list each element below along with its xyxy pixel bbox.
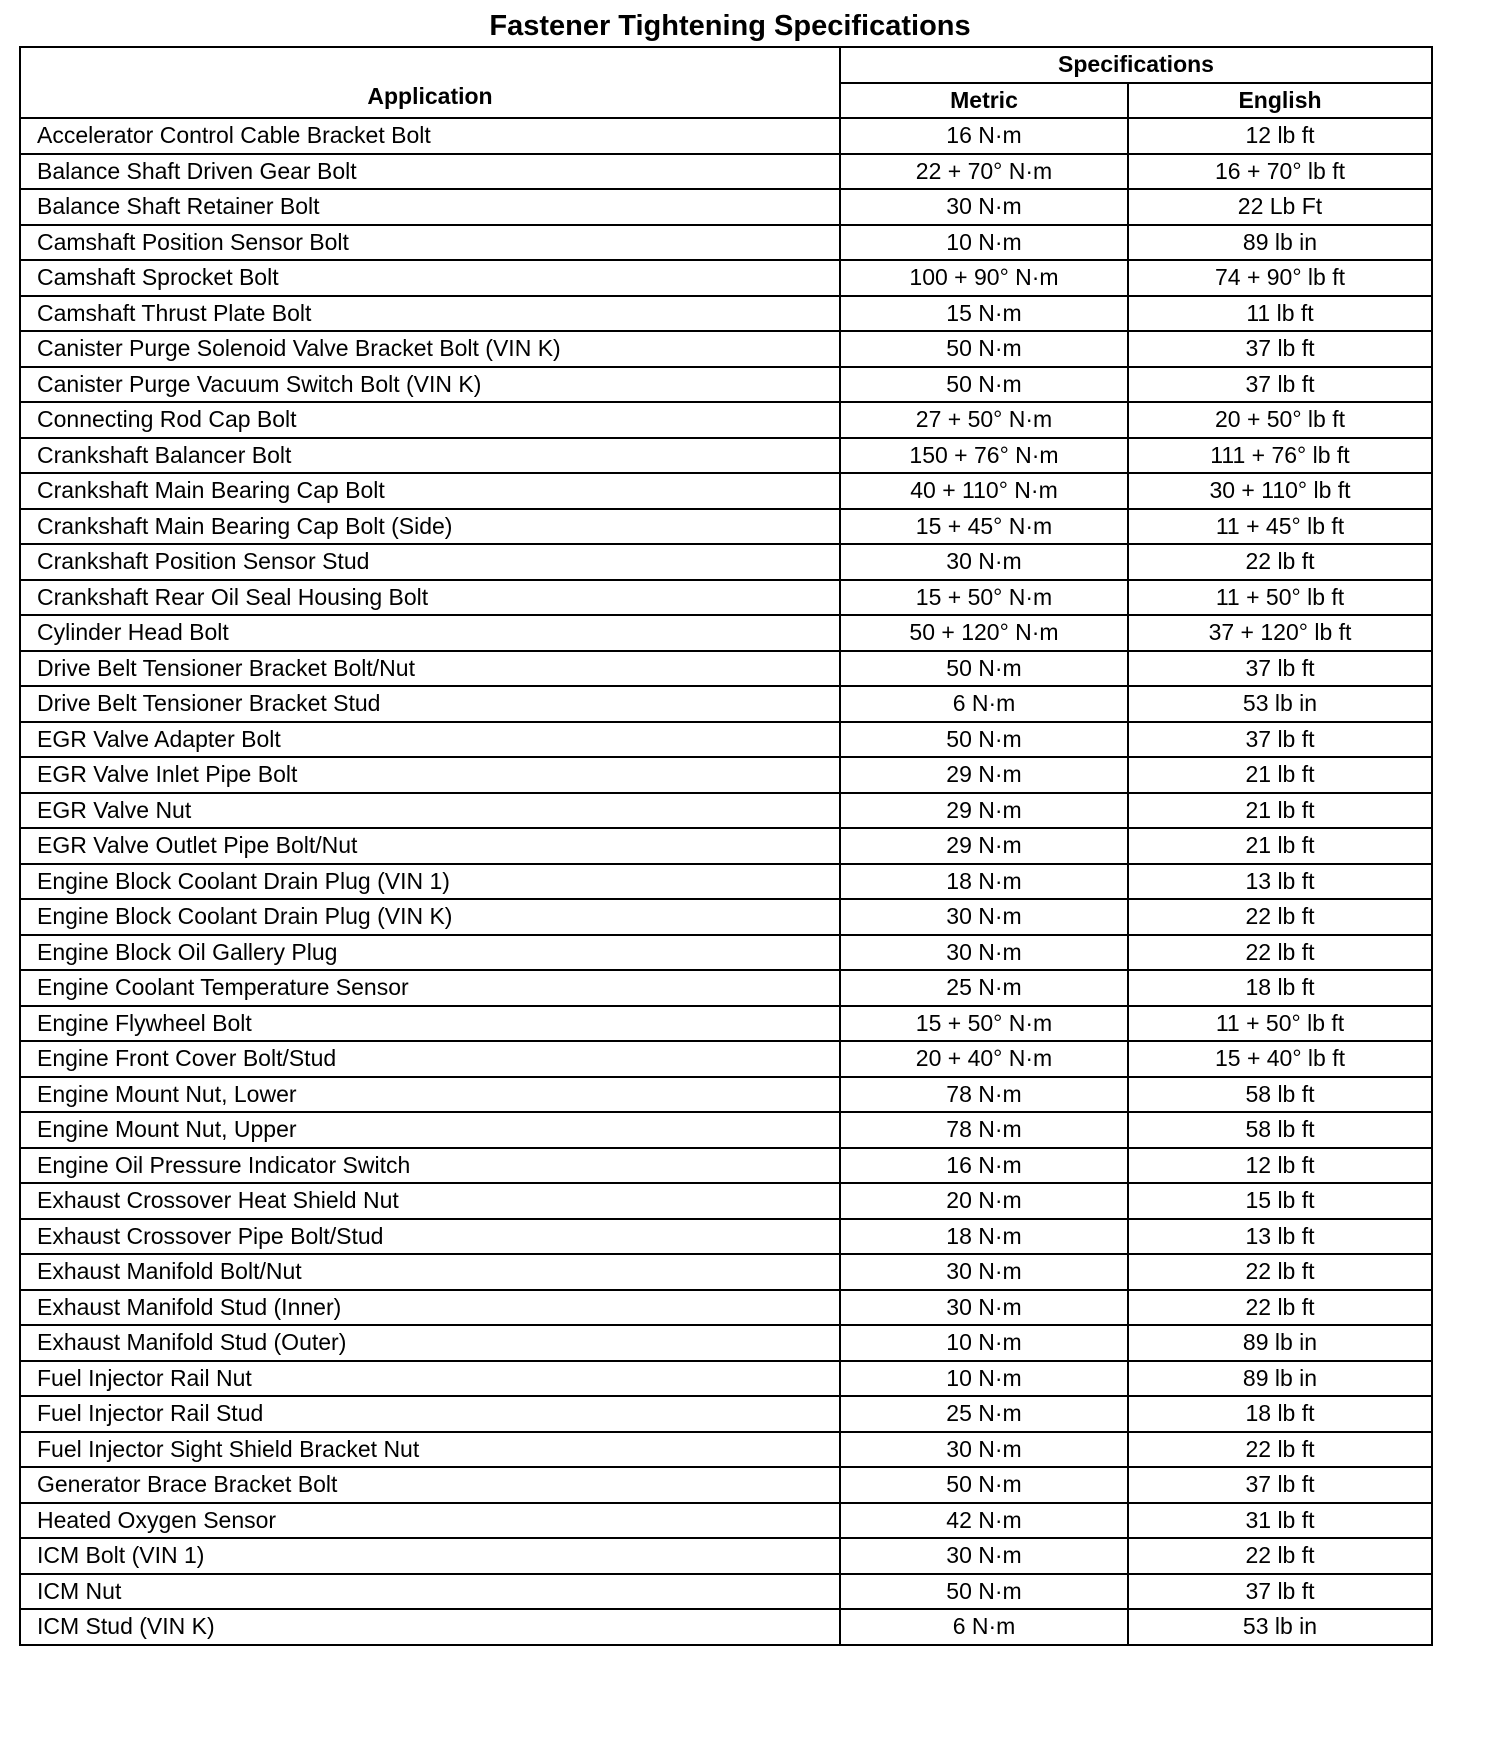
table-row: [20, 438, 1432, 474]
table-row: [20, 828, 1432, 864]
metric-cell: 25 N·m: [840, 970, 1128, 1006]
english-cell: 22 lb ft: [1128, 1290, 1432, 1326]
application-column-header: Application: [20, 47, 840, 118]
table-row: [20, 722, 1432, 758]
metric-cell: 6 N·m: [840, 686, 1128, 722]
table-row: [20, 580, 1432, 616]
application-cell: Drive Belt Tensioner Bracket Bolt/Nut: [20, 651, 840, 687]
application-cell: Engine Front Cover Bolt/Stud: [20, 1041, 840, 1077]
application-cell: EGR Valve Inlet Pipe Bolt: [20, 757, 840, 793]
english-cell: 37 lb ft: [1128, 1467, 1432, 1503]
table-row: [20, 118, 1432, 154]
metric-cell: 30 N·m: [840, 899, 1128, 935]
english-cell: 21 lb ft: [1128, 757, 1432, 793]
english-cell: 12 lb ft: [1128, 118, 1432, 154]
table-row: [20, 686, 1432, 722]
table-row: [20, 1148, 1432, 1184]
table-row: [20, 1574, 1432, 1610]
application-cell: Crankshaft Balancer Bolt: [20, 438, 840, 474]
table-row: [20, 1183, 1432, 1219]
english-cell: 31 lb ft: [1128, 1503, 1432, 1539]
metric-cell: 50 N·m: [840, 331, 1128, 367]
application-cell: Camshaft Position Sensor Bolt: [20, 225, 840, 261]
metric-cell: 30 N·m: [840, 189, 1128, 225]
table-row: [20, 1361, 1432, 1397]
metric-cell: 30 N·m: [840, 544, 1128, 580]
table-row: [20, 544, 1432, 580]
metric-cell: 30 N·m: [840, 1290, 1128, 1326]
table-row: [20, 402, 1432, 438]
table-row: [20, 1396, 1432, 1432]
application-cell: Canister Purge Vacuum Switch Bolt (VIN K): [20, 367, 840, 403]
metric-cell: 29 N·m: [840, 757, 1128, 793]
application-cell: ICM Nut: [20, 1574, 840, 1610]
metric-cell: 30 N·m: [840, 1432, 1128, 1468]
english-cell: 58 lb ft: [1128, 1112, 1432, 1148]
application-cell: Exhaust Crossover Pipe Bolt/Stud: [20, 1219, 840, 1255]
english-cell: 11 lb ft: [1128, 296, 1432, 332]
table-row: [20, 260, 1432, 296]
metric-cell: 15 + 50° N·m: [840, 580, 1128, 616]
table-row: [20, 793, 1432, 829]
english-cell: 22 lb ft: [1128, 899, 1432, 935]
application-cell: Crankshaft Main Bearing Cap Bolt: [20, 473, 840, 509]
english-cell: 89 lb in: [1128, 1325, 1432, 1361]
application-cell: Engine Mount Nut, Lower: [20, 1077, 840, 1113]
table-row: [20, 1041, 1432, 1077]
table-row: [20, 970, 1432, 1006]
metric-cell: 50 N·m: [840, 651, 1128, 687]
application-cell: Exhaust Manifold Bolt/Nut: [20, 1254, 840, 1290]
metric-cell: 16 N·m: [840, 1148, 1128, 1184]
application-cell: Balance Shaft Retainer Bolt: [20, 189, 840, 225]
table-row: [20, 1538, 1432, 1574]
english-cell: 22 lb ft: [1128, 1538, 1432, 1574]
application-cell: Connecting Rod Cap Bolt: [20, 402, 840, 438]
table-row: [20, 1006, 1432, 1042]
english-cell: 15 + 40° lb ft: [1128, 1041, 1432, 1077]
english-cell: 21 lb ft: [1128, 828, 1432, 864]
application-cell: Crankshaft Position Sensor Stud: [20, 544, 840, 580]
fastener-spec-table: [19, 46, 1433, 1646]
english-cell: 111 + 76° lb ft: [1128, 438, 1432, 474]
metric-cell: 42 N·m: [840, 1503, 1128, 1539]
english-cell: 58 lb ft: [1128, 1077, 1432, 1113]
metric-cell: 50 N·m: [840, 367, 1128, 403]
english-cell: 11 + 50° lb ft: [1128, 580, 1432, 616]
metric-cell: 40 + 110° N·m: [840, 473, 1128, 509]
table-row: [20, 1503, 1432, 1539]
application-cell: Drive Belt Tensioner Bracket Stud: [20, 686, 840, 722]
table-row: [20, 1325, 1432, 1361]
english-cell: 21 lb ft: [1128, 793, 1432, 829]
metric-cell: 22 + 70° N·m: [840, 154, 1128, 190]
application-cell: EGR Valve Nut: [20, 793, 840, 829]
application-cell: ICM Stud (VIN K): [20, 1609, 840, 1645]
metric-cell: 30 N·m: [840, 935, 1128, 971]
english-cell: 37 lb ft: [1128, 722, 1432, 758]
application-cell: Cylinder Head Bolt: [20, 615, 840, 651]
english-cell: 12 lb ft: [1128, 1148, 1432, 1184]
application-cell: Fuel Injector Rail Nut: [20, 1361, 840, 1397]
application-cell: EGR Valve Adapter Bolt: [20, 722, 840, 758]
application-cell: Accelerator Control Cable Bracket Bolt: [20, 118, 840, 154]
application-cell: Engine Block Coolant Drain Plug (VIN 1): [20, 864, 840, 900]
english-cell: 20 + 50° lb ft: [1128, 402, 1432, 438]
english-cell: 37 lb ft: [1128, 367, 1432, 403]
metric-cell: 50 N·m: [840, 722, 1128, 758]
metric-cell: 50 N·m: [840, 1467, 1128, 1503]
table-row: [20, 296, 1432, 332]
metric-cell: 6 N·m: [840, 1609, 1128, 1645]
page-title: Fastener Tightening Specifications: [489, 10, 971, 42]
table-row: [20, 935, 1432, 971]
application-cell: Engine Coolant Temperature Sensor: [20, 970, 840, 1006]
english-cell: 74 + 90° lb ft: [1128, 260, 1432, 296]
application-cell: Exhaust Manifold Stud (Inner): [20, 1290, 840, 1326]
metric-cell: 10 N·m: [840, 225, 1128, 261]
application-cell: Fuel Injector Rail Stud: [20, 1396, 840, 1432]
application-cell: Exhaust Manifold Stud (Outer): [20, 1325, 840, 1361]
application-cell: Crankshaft Rear Oil Seal Housing Bolt: [20, 580, 840, 616]
english-cell: 22 Lb Ft: [1128, 189, 1432, 225]
metric-cell: 16 N·m: [840, 118, 1128, 154]
table-row: [20, 1609, 1432, 1645]
english-cell: 37 lb ft: [1128, 1574, 1432, 1610]
application-cell: Engine Block Coolant Drain Plug (VIN K): [20, 899, 840, 935]
english-column-header: English: [1128, 83, 1432, 119]
table-row: [20, 1432, 1432, 1468]
english-cell: 15 lb ft: [1128, 1183, 1432, 1219]
metric-cell: 29 N·m: [840, 828, 1128, 864]
metric-cell: 10 N·m: [840, 1361, 1128, 1397]
english-cell: 37 + 120° lb ft: [1128, 615, 1432, 651]
table-row: [20, 1112, 1432, 1148]
table-row: [20, 367, 1432, 403]
english-cell: 18 lb ft: [1128, 970, 1432, 1006]
english-cell: 11 + 50° lb ft: [1128, 1006, 1432, 1042]
metric-cell: 150 + 76° N·m: [840, 438, 1128, 474]
table-header: [20, 47, 1432, 118]
metric-cell: 30 N·m: [840, 1538, 1128, 1574]
metric-cell: 27 + 50° N·m: [840, 402, 1128, 438]
table-row: [20, 331, 1432, 367]
metric-cell: 15 N·m: [840, 296, 1128, 332]
application-cell: Exhaust Crossover Heat Shield Nut: [20, 1183, 840, 1219]
metric-cell: 30 N·m: [840, 1254, 1128, 1290]
english-cell: 53 lb in: [1128, 686, 1432, 722]
english-cell: 22 lb ft: [1128, 935, 1432, 971]
application-cell: Camshaft Sprocket Bolt: [20, 260, 840, 296]
metric-cell: 18 N·m: [840, 1219, 1128, 1255]
english-cell: 11 + 45° lb ft: [1128, 509, 1432, 545]
metric-cell: 78 N·m: [840, 1077, 1128, 1113]
english-cell: 37 lb ft: [1128, 651, 1432, 687]
english-cell: 30 + 110° lb ft: [1128, 473, 1432, 509]
table-row: [20, 473, 1432, 509]
application-cell: Camshaft Thrust Plate Bolt: [20, 296, 840, 332]
table-row: [20, 1254, 1432, 1290]
metric-cell: 50 + 120° N·m: [840, 615, 1128, 651]
table-row: [20, 225, 1432, 261]
application-cell: Generator Brace Bracket Bolt: [20, 1467, 840, 1503]
metric-cell: 20 N·m: [840, 1183, 1128, 1219]
table-row: [20, 1077, 1432, 1113]
english-cell: 37 lb ft: [1128, 331, 1432, 367]
table-row: [20, 1219, 1432, 1255]
table-row: [20, 615, 1432, 651]
english-cell: 89 lb in: [1128, 225, 1432, 261]
english-cell: 13 lb ft: [1128, 1219, 1432, 1255]
application-cell: ICM Bolt (VIN 1): [20, 1538, 840, 1574]
table-row: [20, 1467, 1432, 1503]
english-cell: 22 lb ft: [1128, 1254, 1432, 1290]
application-cell: Engine Mount Nut, Upper: [20, 1112, 840, 1148]
english-cell: 16 + 70° lb ft: [1128, 154, 1432, 190]
table-row: [20, 1290, 1432, 1326]
english-cell: 53 lb in: [1128, 1609, 1432, 1645]
english-cell: 89 lb in: [1128, 1361, 1432, 1397]
metric-column-header: Metric: [840, 83, 1128, 119]
metric-cell: 50 N·m: [840, 1574, 1128, 1610]
application-cell: Fuel Injector Sight Shield Bracket Nut: [20, 1432, 840, 1468]
application-cell: Balance Shaft Driven Gear Bolt: [20, 154, 840, 190]
application-cell: Engine Block Oil Gallery Plug: [20, 935, 840, 971]
application-cell: Crankshaft Main Bearing Cap Bolt (Side): [20, 509, 840, 545]
table-row: [20, 651, 1432, 687]
metric-cell: 29 N·m: [840, 793, 1128, 829]
english-cell: 18 lb ft: [1128, 1396, 1432, 1432]
table-row: [20, 899, 1432, 935]
table-row: [20, 189, 1432, 225]
application-cell: Engine Oil Pressure Indicator Switch: [20, 1148, 840, 1184]
metric-cell: 18 N·m: [840, 864, 1128, 900]
table-row: [20, 154, 1432, 190]
metric-cell: 15 + 50° N·m: [840, 1006, 1128, 1042]
application-cell: EGR Valve Outlet Pipe Bolt/Nut: [20, 828, 840, 864]
table-row: [20, 757, 1432, 793]
specifications-column-header: Specifications: [840, 47, 1432, 83]
english-cell: 22 lb ft: [1128, 544, 1432, 580]
application-cell: Heated Oxygen Sensor: [20, 1503, 840, 1539]
table-row: [20, 509, 1432, 545]
english-cell: 22 lb ft: [1128, 1432, 1432, 1468]
metric-cell: 15 + 45° N·m: [840, 509, 1128, 545]
metric-cell: 100 + 90° N·m: [840, 260, 1128, 296]
application-cell: Canister Purge Solenoid Valve Bracket Bolt (VIN K): [20, 331, 840, 367]
application-cell: Engine Flywheel Bolt: [20, 1006, 840, 1042]
metric-cell: 10 N·m: [840, 1325, 1128, 1361]
english-cell: 13 lb ft: [1128, 864, 1432, 900]
metric-cell: 78 N·m: [840, 1112, 1128, 1148]
metric-cell: 25 N·m: [840, 1396, 1128, 1432]
metric-cell: 20 + 40° N·m: [840, 1041, 1128, 1077]
table-body: [20, 118, 1432, 1645]
table-row: [20, 864, 1432, 900]
